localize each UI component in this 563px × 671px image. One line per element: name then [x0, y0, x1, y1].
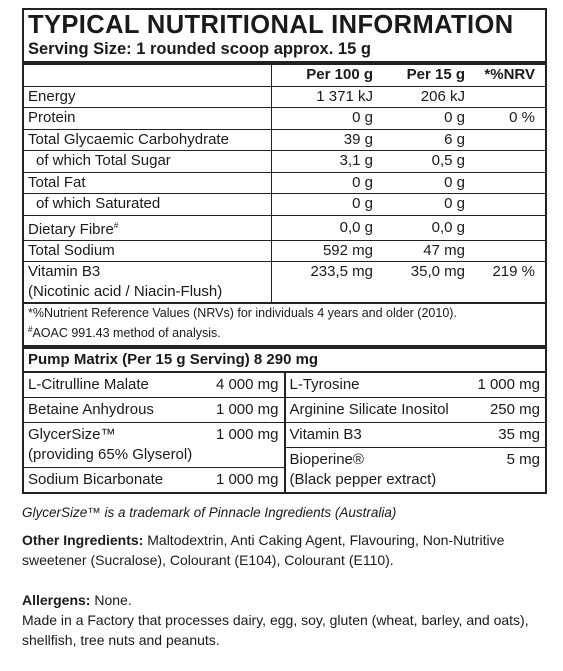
- ingredient-name: Arginine Silicate Inositol: [289, 401, 449, 419]
- factory-statement: Made in a Factory that processes dairy, egg, soy, gluten (wheat, barley, and oats), shellfish, tree nuts and peanuts.: [22, 612, 529, 648]
- per-15g-value: 0 g: [380, 172, 472, 194]
- footnote-aoac: [28, 322, 541, 342]
- nutrient-label: Energy: [24, 86, 272, 108]
- nutrient-label-text: Dietary Fibre: [28, 220, 114, 238]
- ingredient-amount: 5 mg: [506, 451, 540, 469]
- footnote-mark: #: [113, 220, 119, 230]
- allergens: [22, 590, 552, 650]
- per-15g-value: 0,5 g: [380, 151, 472, 173]
- nutrient-label: Total Glycaemic Carbohydrate: [24, 129, 272, 151]
- header-nrv: *%NRV: [472, 65, 545, 86]
- nutrient-label: of which Total Sugar: [24, 151, 272, 173]
- pump-matrix-title: Pump Matrix (Per 15 g Serving) 8 290 mg: [24, 349, 545, 373]
- table-row-sugar: [24, 151, 545, 173]
- nrv-value: [472, 172, 545, 194]
- nutrient-label: Total Fat: [24, 172, 272, 194]
- ingredient-name: L-Citrulline Malate: [28, 376, 149, 394]
- ingredient-amount: 1 000 mg: [477, 376, 540, 394]
- ingredient-name-line2: (providing 65% Glyserol): [28, 446, 193, 464]
- per-15g-value: 0 g: [380, 108, 472, 130]
- nrv-value: [472, 194, 545, 216]
- ingredient-name-line1: GlycerSize™: [28, 426, 116, 444]
- allergens-text: None.: [94, 592, 132, 608]
- nrv-value: [472, 151, 545, 173]
- per-15g-value: 0,0 g: [380, 215, 472, 240]
- per-15g-value: 35,0 mg: [380, 262, 472, 304]
- ingredient-amount: 250 mg: [489, 401, 540, 419]
- ingredient-name-line2: (Black pepper extract): [289, 471, 437, 489]
- header-nutrient: [24, 65, 272, 86]
- pump-column-left: [24, 373, 286, 492]
- list-item: [286, 423, 546, 448]
- table-row-fat: [24, 172, 545, 194]
- per-15g-value: 0 g: [380, 194, 472, 216]
- per-100g-value: 0 g: [272, 194, 381, 216]
- header-per-15g: Per 15 g: [380, 65, 472, 86]
- per-100g-value: 39 g: [272, 129, 381, 151]
- nutrient-label: of which Saturated: [24, 194, 272, 216]
- serving-size: Serving Size: 1 rounded scoop approx. 15 g: [24, 39, 545, 65]
- list-item: [286, 373, 546, 398]
- nutrient-label-line1: Vitamin B3: [28, 263, 101, 280]
- nrv-value: [472, 129, 545, 151]
- per-100g-value: 0 g: [272, 172, 381, 194]
- list-item: [24, 423, 284, 468]
- list-item: [24, 468, 284, 492]
- ingredient-name: L-Tyrosine: [289, 376, 360, 394]
- table-row-saturated: [24, 194, 545, 216]
- ingredient-name: [290, 450, 437, 490]
- list-item: [286, 398, 546, 423]
- nrv-value: [472, 86, 545, 108]
- footnote-aoac-text: AOAC 991.43 method of analysis.: [32, 325, 221, 340]
- per-15g-value: 6 g: [380, 129, 472, 151]
- nrv-value: 0 %: [472, 108, 545, 130]
- ingredient-amount: 1 000 mg: [215, 426, 279, 444]
- per-100g-value: 3,1 g: [272, 151, 381, 173]
- allergens-label: Allergens:: [22, 592, 91, 608]
- table-row-vitamin-b3: [24, 262, 545, 304]
- nutrition-panel: [22, 8, 547, 494]
- table-row-carbohydrate: [24, 129, 545, 151]
- per-100g-value: 592 mg: [272, 240, 381, 262]
- table-row-energy: [24, 86, 545, 108]
- pump-column-right: [286, 373, 546, 492]
- per-15g-value: 47 mg: [380, 240, 472, 262]
- nutrient-label-line2: (Nicotinic acid / Niacin-Flush): [28, 283, 223, 300]
- ingredient-name: Vitamin B3: [289, 426, 362, 444]
- table-row-sodium: [24, 240, 545, 262]
- other-ingredients-label: Other Ingredients:: [22, 532, 144, 548]
- per-100g-value: 0 g: [272, 108, 381, 130]
- nutrient-label: [24, 215, 272, 240]
- trademark-note: GlycerSize™ is a trademark of Pinnacle Ingredients (Australia): [22, 505, 397, 520]
- ingredient-amount: 35 mg: [498, 426, 540, 444]
- ingredient-name-line1: Bioperine®: [289, 451, 364, 469]
- footnote-mark: #: [28, 324, 33, 334]
- list-item: [286, 448, 546, 492]
- other-ingredients-text: Maltodextrin, Anti Caking Agent, Flavouring, Non-Nutritive sweetener (Sucralose), Colourant (E104), Colourant (E110).: [22, 532, 505, 568]
- footnotes: [24, 304, 545, 349]
- ingredient-name: Sodium Bicarbonate: [28, 471, 164, 489]
- per-100g-value: 0,0 g: [272, 215, 381, 240]
- other-ingredients: [22, 530, 552, 570]
- table-row-protein: [24, 108, 545, 130]
- list-item: [24, 398, 284, 423]
- table-row-fibre: [24, 215, 545, 240]
- nutrition-table: [24, 65, 545, 304]
- footnote-nrv: *%Nutrient Reference Values (NRVs) for individuals 4 years and older (2010).: [28, 306, 457, 320]
- nrv-value: [472, 215, 545, 240]
- ingredient-amount: 1 000 mg: [215, 471, 279, 489]
- ingredient-name: Betaine Anhydrous: [28, 401, 154, 419]
- pump-matrix: [24, 373, 545, 492]
- table-header-row: [24, 65, 545, 86]
- ingredient-amount: 1 000 mg: [215, 401, 279, 419]
- nrv-value: 219 %: [472, 262, 545, 304]
- header-per-100g: Per 100 g: [272, 65, 381, 86]
- per-100g-value: 233,5 mg: [272, 262, 381, 304]
- per-100g-value: 1 371 kJ: [272, 86, 381, 108]
- nrv-value: [472, 240, 545, 262]
- nutrient-label: [24, 262, 272, 304]
- ingredient-name: [28, 425, 192, 465]
- list-item: [24, 373, 284, 398]
- nutrient-label: Total Sodium: [24, 240, 272, 262]
- ingredient-amount: 4 000 mg: [215, 376, 279, 394]
- allergens-line: [22, 590, 552, 610]
- nutrient-label: Protein: [24, 108, 272, 130]
- panel-title: TYPICAL NUTRITIONAL INFORMATION: [28, 11, 514, 39]
- per-15g-value: 206 kJ: [380, 86, 472, 108]
